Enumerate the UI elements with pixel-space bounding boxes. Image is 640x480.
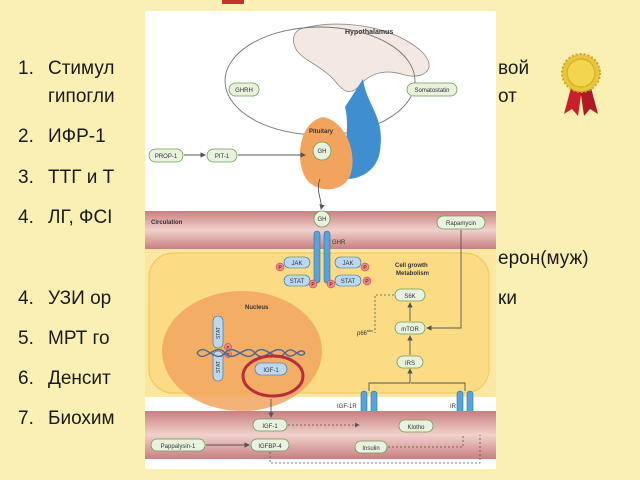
svg-text:IGFBP-4: IGFBP-4: [258, 444, 282, 450]
gh-igf1-pathway-figure: [145, 11, 496, 469]
svg-text:S6K: S6K: [404, 294, 416, 300]
svg-text:STAT: STAT: [340, 279, 356, 285]
pituitary-label: Pituitary: [309, 129, 334, 135]
svg-text:IGF-1: IGF-1: [263, 368, 279, 374]
svg-text:Rapamycin: Rapamycin: [445, 221, 477, 227]
jak-left-node: [284, 257, 310, 268]
svg-text:P: P: [329, 282, 333, 288]
svg-text:JAK: JAK: [291, 261, 303, 267]
hypothalamus-label: Hypothalamus: [345, 29, 394, 36]
phospho-marker: [327, 280, 335, 288]
phospho-marker: [363, 277, 371, 285]
gh-node-circulation: [314, 211, 330, 227]
jak-right-node: [335, 257, 361, 268]
svg-text:JAK: JAK: [342, 261, 354, 267]
list-item: 3. ТТГ и Т: [18, 167, 115, 188]
svg-text:IGF-1: IGF-1: [262, 424, 278, 430]
stat-left-node: [284, 275, 310, 286]
igfbp4-node: [251, 439, 289, 451]
phospho-marker: [309, 280, 317, 288]
phospho-marker: [276, 263, 284, 271]
mtor-node: [395, 322, 425, 334]
award-ribbon-icon: [556, 52, 606, 118]
list-text-tail: ки: [498, 288, 517, 309]
svg-text:P: P: [363, 265, 367, 271]
svg-text:Insulin: Insulin: [362, 446, 380, 452]
igf1r-label: IGF-1R: [337, 404, 357, 410]
svg-text:GH: GH: [317, 217, 327, 223]
svg-text:P: P: [226, 345, 230, 350]
pit1-node: [207, 149, 237, 162]
klotho-node: [399, 420, 433, 432]
svg-text:IRS: IRS: [404, 361, 416, 367]
p66-label: $p66^{shc}$: [357, 328, 374, 337]
rapamycin-node: [437, 216, 485, 229]
pappalysin-node: [151, 439, 205, 451]
list-item: 4. УЗИ ор: [18, 288, 112, 309]
svg-text:STAT: STAT: [216, 327, 222, 340]
ghr-label: GHR: [332, 240, 346, 246]
s6k-node: [395, 289, 425, 301]
list-text-tail: вой: [498, 58, 530, 79]
svg-text:Pappalysin-1: Pappalysin-1: [160, 444, 196, 450]
list-item: 1. Стимул: [18, 58, 115, 79]
svg-text:mTOR: mTOR: [401, 327, 419, 333]
ghrh-node: [229, 83, 259, 96]
circulation-label: Circulation: [151, 220, 183, 226]
list-item: 2. ИФР-1: [18, 126, 106, 147]
svg-text:Somatostatin: Somatostatin: [414, 88, 450, 94]
nucleus: [162, 291, 322, 411]
svg-text:STAT: STAT: [289, 279, 305, 285]
prop1-node: [149, 149, 183, 162]
cell-growth-label: Cell growth: [395, 263, 428, 269]
svg-text:P: P: [311, 282, 315, 288]
igf1-gene-node: [255, 363, 287, 375]
irs-node: [397, 356, 423, 368]
svg-text:GH: GH: [317, 149, 327, 155]
phospho-marker: [361, 263, 369, 271]
svg-text:P: P: [278, 265, 282, 271]
ir-label: IR: [450, 404, 456, 410]
svg-text:Klotho: Klotho: [407, 425, 425, 431]
insulin-node: [355, 441, 387, 453]
list-text-tail: ерон(муж): [498, 248, 589, 269]
circulation-vessel-lower: [145, 411, 496, 459]
list-item: 5. МРТ го: [18, 328, 110, 349]
nucleus-label: Nucleus: [245, 305, 269, 311]
list-item: 4. ЛГ, ФСI: [18, 207, 113, 228]
svg-text:P: P: [226, 352, 230, 357]
gh-node-pituitary: [313, 142, 331, 160]
svg-text:PIT-1: PIT-1: [214, 154, 230, 160]
svg-text:PROP-1: PROP-1: [154, 154, 178, 160]
list-item: гипогли: [48, 86, 115, 107]
somatostatin-node: [407, 83, 457, 96]
list-text-tail: от: [498, 86, 517, 107]
list-item: 6. Денсит: [18, 368, 111, 389]
metabolism-label: Metabolism: [396, 271, 430, 277]
stat-right-node: [335, 275, 361, 286]
igf1-node-circulation: [253, 419, 287, 431]
svg-text:P: P: [365, 279, 369, 285]
svg-text:GHRH: GHRH: [235, 88, 253, 94]
list-item: 7. Биохим: [18, 408, 115, 429]
svg-text:STAT: STAT: [216, 361, 222, 374]
title-fragment: [222, 0, 244, 4]
